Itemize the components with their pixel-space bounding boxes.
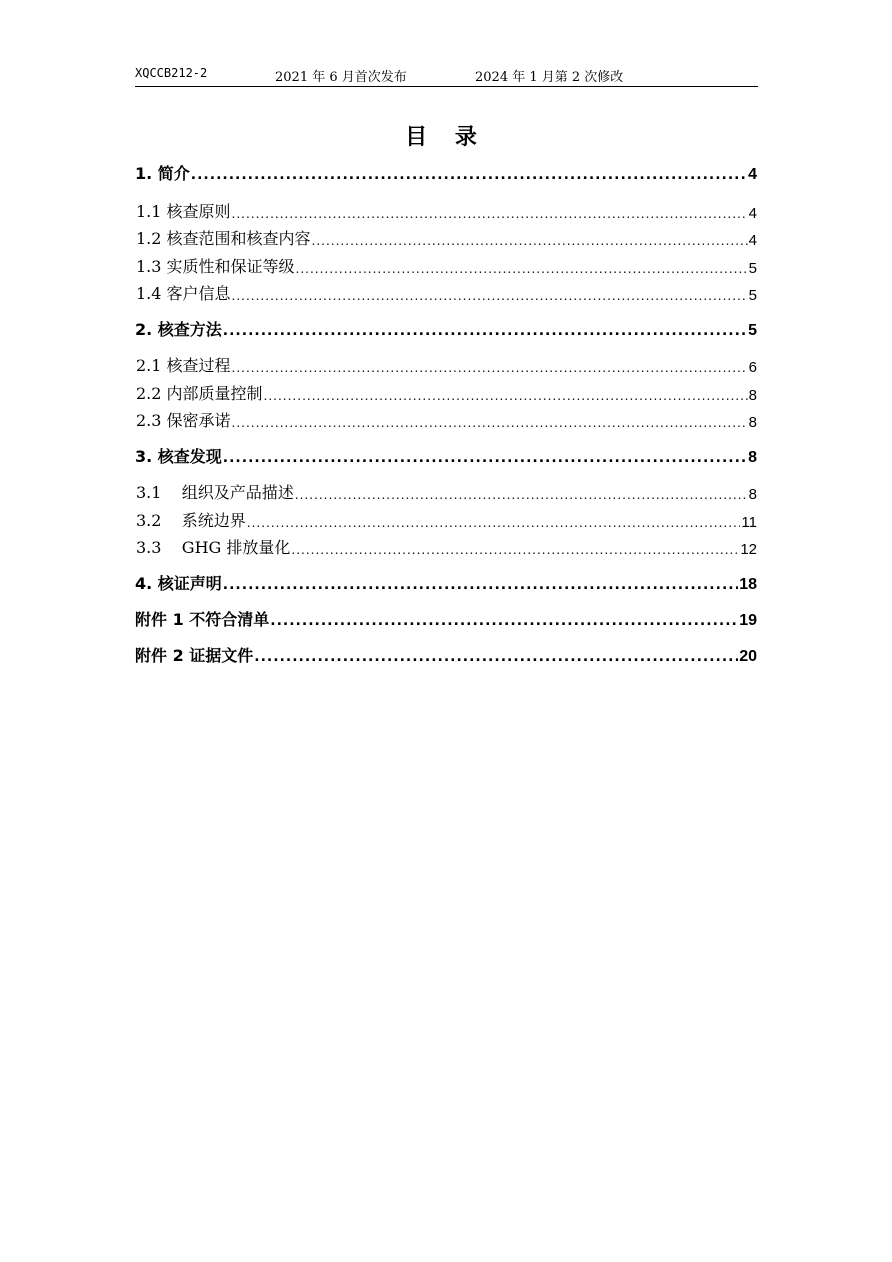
toc-entry[interactable] [135,443,757,467]
toc-entry-label: 1.2 核查范围和核查内容 [136,229,311,248]
dot-leader [295,483,748,503]
toc-entry-label: 2.2 内部质量控制 [136,384,263,403]
dot-leader [247,511,741,531]
issue-date: 2021 年 6 月首次发布 [275,70,407,85]
toc-entry[interactable] [135,507,757,531]
dot-leader [254,646,738,666]
toc-entry-label: 1. 简介 [135,164,190,183]
toc-entry[interactable] [135,160,757,184]
page-header [135,64,758,87]
toc-entry-label: 附件 2 证据文件 [135,646,254,665]
dot-leader [232,356,748,376]
toc-entry-page: 18 [739,576,757,593]
toc-entry-page: 12 [740,541,757,558]
toc-entry-page: 19 [739,612,757,629]
dot-leader [191,164,747,184]
dot-leader [223,447,747,467]
toc-entry-page: 4 [748,166,757,183]
toc-entry[interactable] [135,352,757,376]
document-code: XQCCB212-2 [135,66,208,80]
toc-entry-page: 4 [748,205,757,222]
toc-entry-label: 1.3 实质性和保证等级 [136,257,295,276]
toc-entry-page: 4 [748,232,757,249]
toc-entry[interactable] [135,316,757,340]
toc-entry-page: 8 [748,414,757,431]
toc-entry[interactable] [135,380,757,404]
toc-entry-label: 3.1 组织及产品描述 [136,483,294,502]
dot-leader [291,538,739,558]
dot-leader [232,202,748,222]
toc-entry-page: 20 [739,648,757,665]
toc-entry[interactable] [135,606,757,630]
toc-entry[interactable] [135,570,757,594]
toc-entry-page: 6 [748,359,757,376]
toc-entry-label: 1.4 客户信息 [136,284,231,303]
toc-entry-label: 2.1 核查过程 [136,356,231,375]
toc-entry[interactable] [135,642,757,666]
toc-entry[interactable] [135,253,757,277]
toc-entry-label: 3.3 GHG 排放量化 [136,538,291,557]
toc-entry-label: 3.2 系统边界 [136,511,246,530]
toc-entry-page: 5 [748,287,757,304]
revision-date: 2024 年 1 月第 2 次修改 [475,70,624,85]
toc-entry[interactable] [135,198,757,222]
toc-entry-page: 8 [748,449,757,466]
toc-entry[interactable] [135,225,757,249]
toc-entry-page: 5 [748,260,757,277]
dot-leader [270,610,738,630]
dot-leader [223,320,747,340]
dot-leader [296,257,748,277]
toc-entry-page: 8 [748,486,757,503]
dot-leader [232,411,748,431]
toc-title: 目 录 [405,125,487,150]
dot-leader [232,284,748,304]
dot-leader [312,229,748,249]
toc-entry-label: 4. 核证声明 [135,574,222,593]
toc-entry-label: 2. 核查方法 [135,320,222,339]
dot-leader [223,574,738,594]
toc-entry[interactable] [135,280,757,304]
toc-entry[interactable] [135,479,757,503]
toc-entry-label: 1.1 核查原则 [136,202,231,221]
toc-entry-page: 11 [741,514,757,531]
dot-leader [264,384,748,404]
toc-entry-label: 3. 核查发现 [135,447,222,466]
toc-entry[interactable] [135,534,757,558]
toc-entry-label: 附件 1 不符合清单 [135,610,270,629]
toc-entry-page: 5 [748,322,757,339]
toc-entry-page: 8 [748,387,757,404]
toc-entry-label: 2.3 保密承诺 [136,411,231,430]
toc-entry[interactable] [135,407,757,431]
